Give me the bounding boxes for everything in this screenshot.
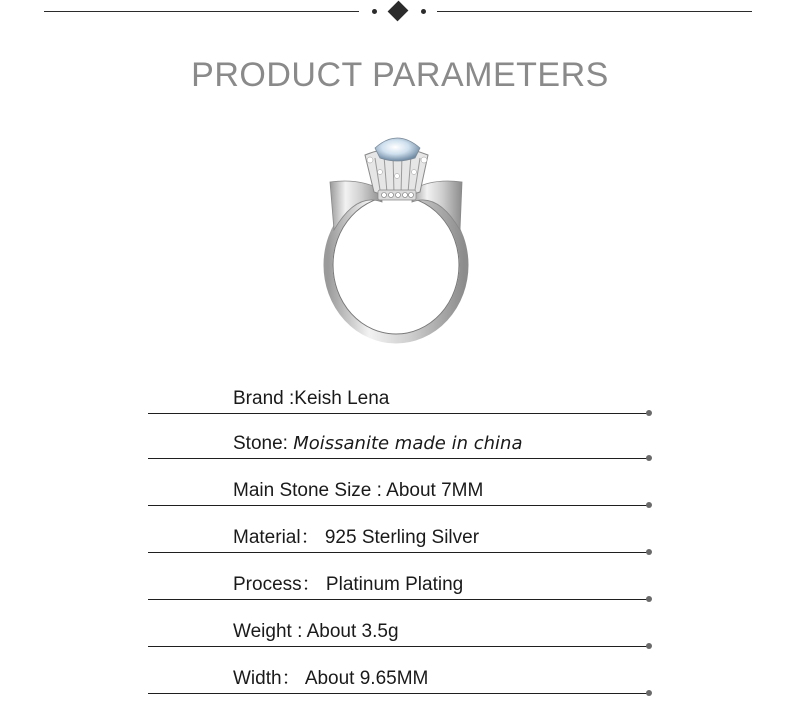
- ring-image-icon: [320, 130, 490, 345]
- param-row-main-stone-size: [148, 462, 652, 506]
- param-text: [233, 621, 399, 643]
- param-label: Stone:: [233, 433, 294, 454]
- bullet-dot-icon: [646, 643, 652, 649]
- bullet-dot-icon: [646, 549, 652, 555]
- param-row-weight: [148, 603, 652, 647]
- diamond-ornament-icon: [388, 1, 409, 22]
- bullet-dot-icon: [646, 596, 652, 602]
- param-underline: [148, 646, 648, 648]
- param-value: About 9.65MM: [304, 668, 429, 689]
- param-text: [233, 388, 389, 410]
- param-text: [233, 433, 522, 455]
- param-underline: [148, 693, 648, 695]
- param-text: [233, 522, 479, 549]
- param-underline: [148, 552, 648, 554]
- param-value: About 3.5g: [306, 621, 399, 642]
- param-underline: [148, 599, 648, 601]
- bullet-dot-icon: [646, 502, 652, 508]
- divider-dot-left-icon: [372, 9, 377, 14]
- param-row-width: [148, 650, 652, 694]
- bullet-dot-icon: [646, 455, 652, 461]
- param-label: Process：: [233, 574, 326, 595]
- param-underline: [148, 413, 648, 415]
- param-row-brand: [148, 370, 652, 414]
- param-value: Platinum Plating: [325, 574, 464, 595]
- param-text: [233, 480, 483, 502]
- param-label: Material：: [233, 527, 325, 548]
- param-label: Weight :: [233, 621, 307, 642]
- param-label: Main Stone Size :: [233, 480, 387, 501]
- bullet-dot-icon: [646, 690, 652, 696]
- param-row-stone: [148, 415, 652, 459]
- param-value: Keish Lena: [294, 388, 390, 409]
- param-row-process: [148, 556, 652, 600]
- param-value: Moissanite made in china: [293, 433, 523, 454]
- divider-line-right: [437, 11, 752, 12]
- divider-dot-right-icon: [421, 9, 426, 14]
- param-text: [233, 569, 463, 596]
- param-row-material: [148, 509, 652, 553]
- param-text: [233, 663, 428, 690]
- divider-line-left: [44, 11, 359, 12]
- param-label: Width：: [233, 668, 305, 689]
- page-title: PRODUCT PARAMETERS: [191, 55, 609, 94]
- param-underline: [148, 458, 648, 460]
- param-value: About 7MM: [386, 480, 484, 501]
- param-underline: [148, 505, 648, 507]
- param-value: 925 Sterling Silver: [324, 527, 480, 548]
- param-label: Brand :: [233, 388, 295, 409]
- product-image: [320, 130, 490, 345]
